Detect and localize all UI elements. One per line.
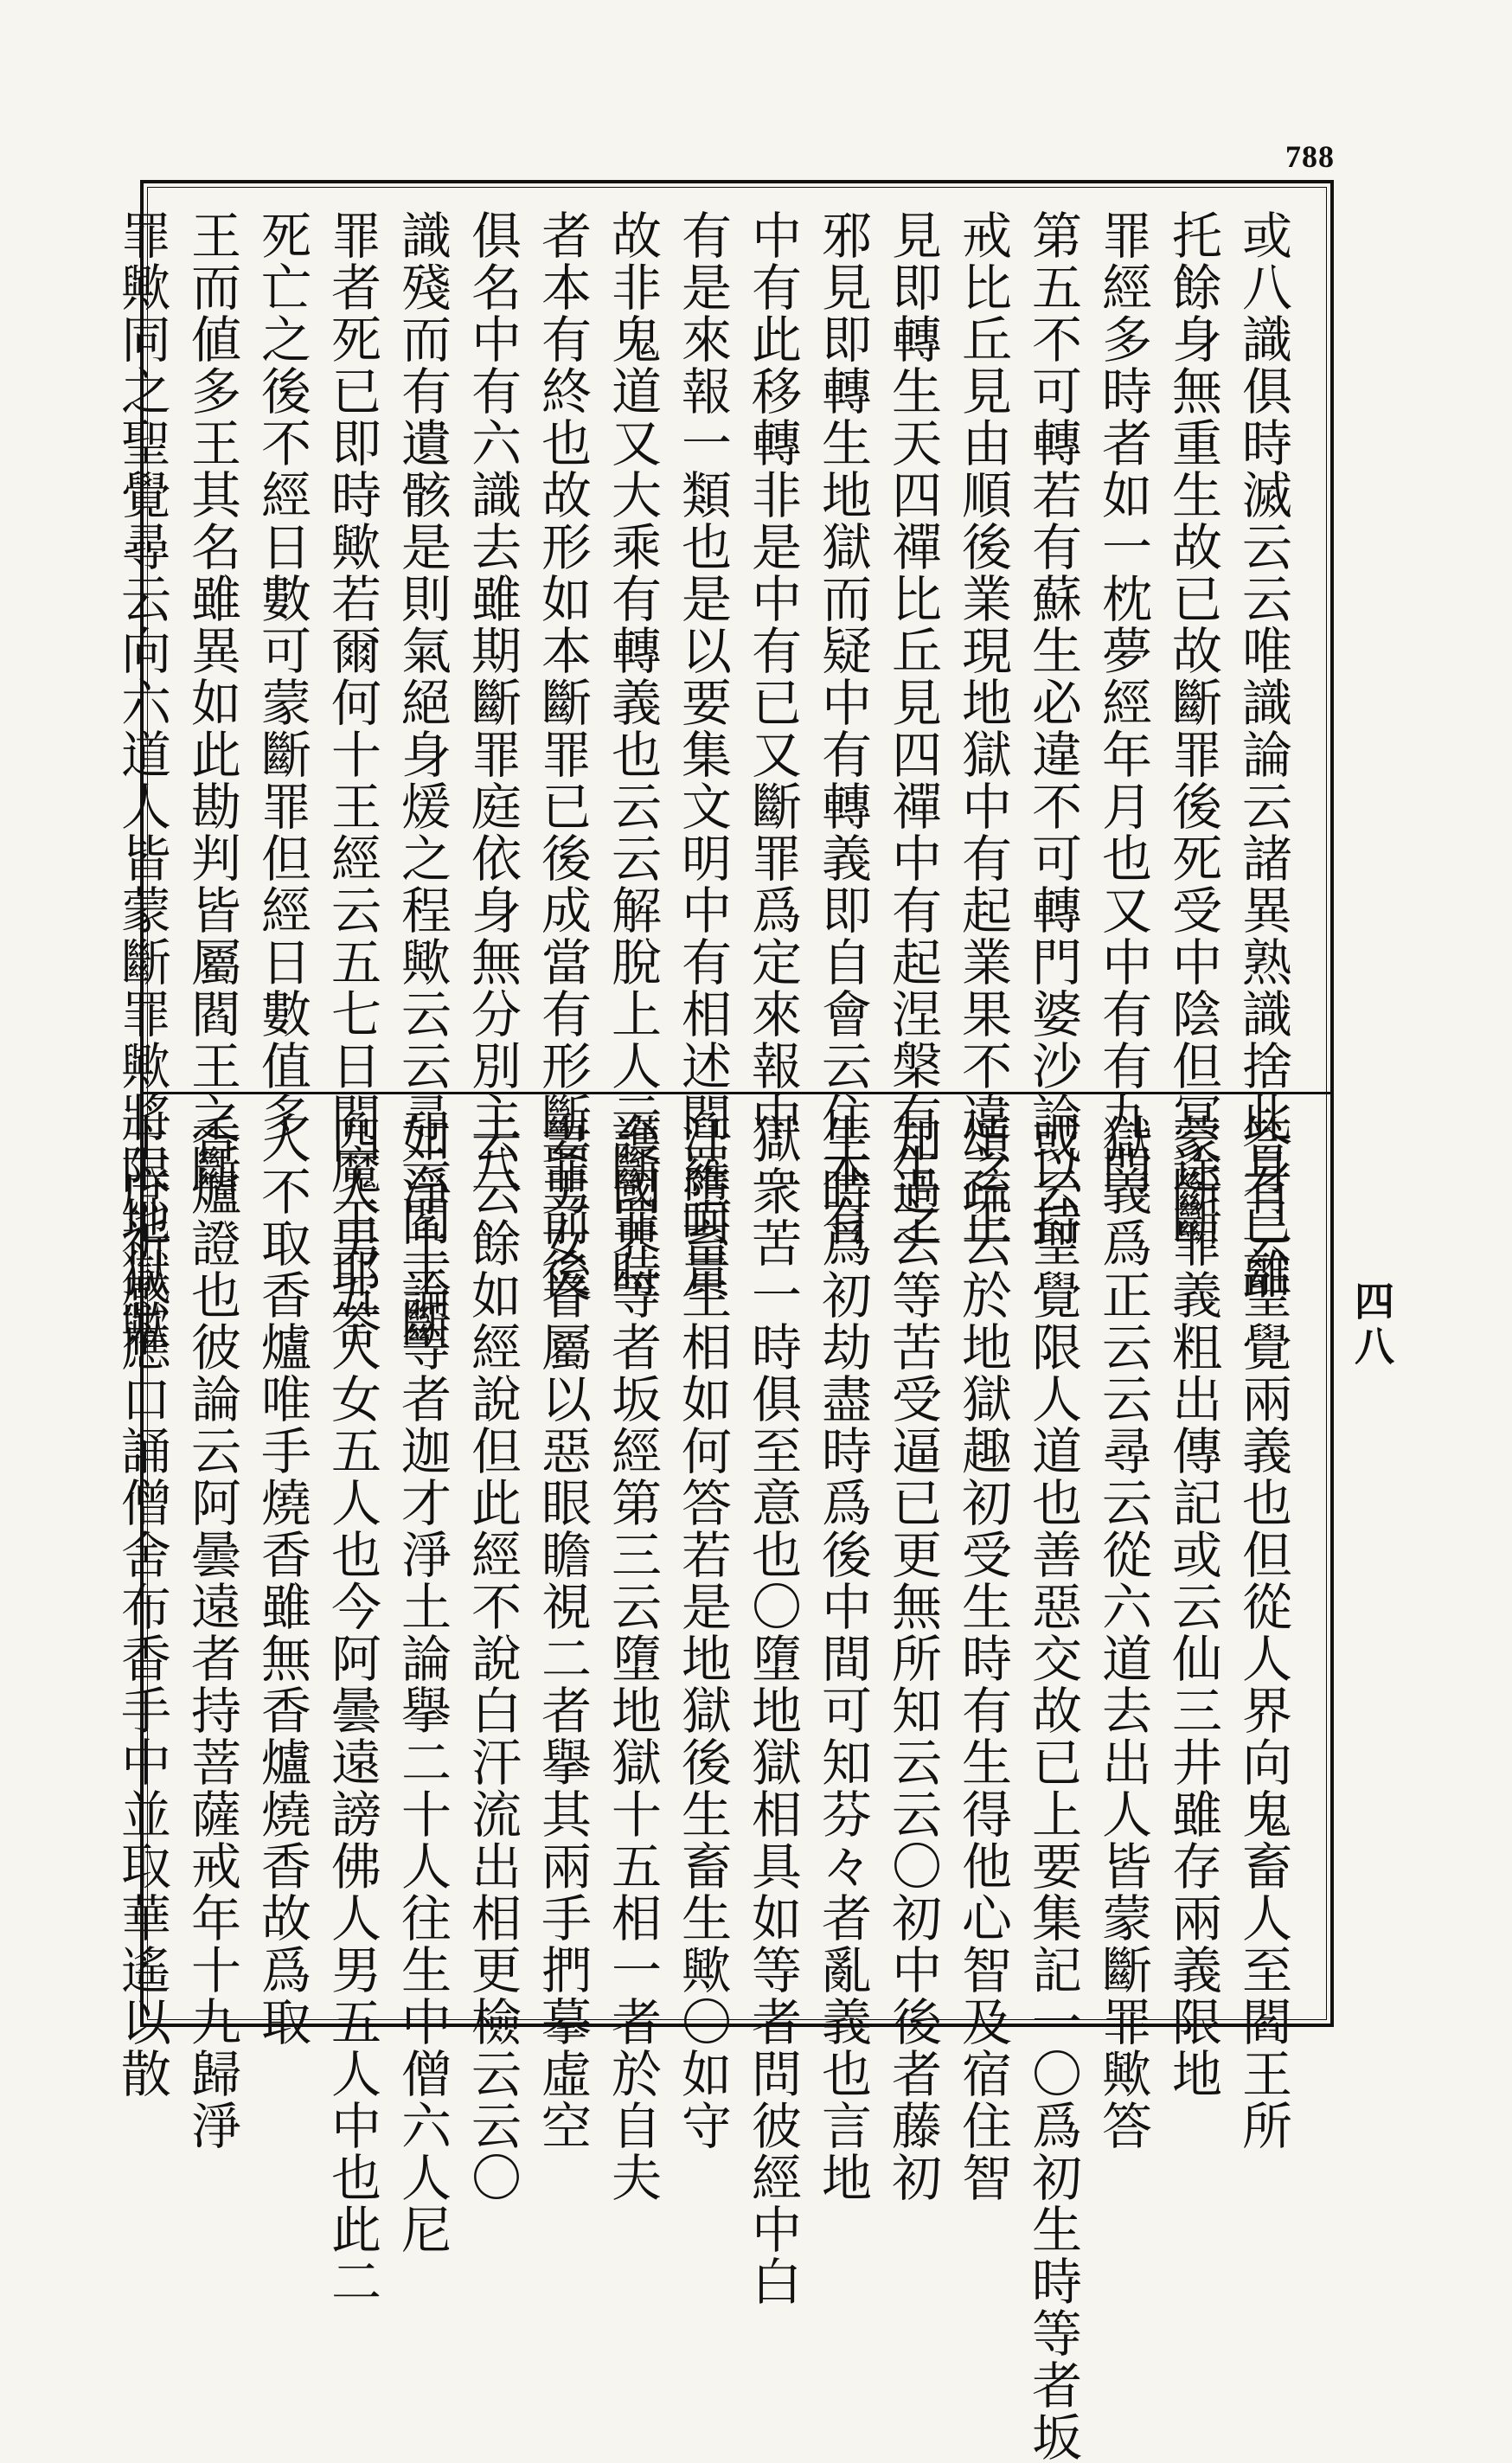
text-column: 四人男五人女五人也今阿曇遠謗佛人男五人中也此二 bbox=[323, 1113, 381, 2307]
text-column: 邪見即轉生地獄而疑中有轉義即自會云住本有 bbox=[813, 209, 872, 1248]
text-column: 或云聖覺限人道也善惡交故已上要集記一〇爲初生時等者坂 bbox=[1023, 1113, 1082, 2463]
text-column: 土庶祈感應口誦僧舍布香手中並取華遙以散 bbox=[112, 1113, 171, 2100]
text-column: 托餘身無重生故已故斷罪後死受中陰但冥途斷 bbox=[1163, 209, 1222, 1248]
page-number: 788 bbox=[1285, 139, 1335, 174]
text-column: 俱名中有六識去雖期斷罪庭依身無分別主八 bbox=[463, 209, 522, 1196]
text-column: 王而値多王其名雖異如此勘判皆屬閻王之斷 bbox=[183, 209, 241, 1196]
section-divider bbox=[144, 1092, 1330, 1094]
text-column: 第五不可轉若有蘇生必違不可轉門婆沙論以持 bbox=[1023, 209, 1082, 1248]
text-column: 人不取香爐唯手燒香雖無香爐燒香故爲取 bbox=[253, 1113, 311, 2048]
text-column: 蒙斷罪義粗出傳記或云仙三井雖存兩義限地 bbox=[1163, 1113, 1222, 2100]
text-column: 戒比丘見由順後業現地獄中有起業果不違之正 bbox=[953, 209, 1012, 1248]
text-column: 頌疏云於地獄趣初受生時有生得他心智及宿住智 bbox=[953, 1113, 1012, 2203]
text-column: 有是來報一類也是以要集文明中有相述閻羅呵責 bbox=[673, 209, 732, 1299]
text-column: 香爐證也彼論云阿曇遠者持菩薩戒年十九歸淨 bbox=[183, 1113, 241, 2152]
text-column: 知過去等苦受逼已更無所知云云〇初中後者藤初 bbox=[883, 1113, 942, 2203]
text-column: 見即轉生天四禪比丘見四禪中有起涅槃有生之 bbox=[883, 209, 942, 1248]
text-column: 者本有終也故形如本斷罪已後成當有形斷罪前後 bbox=[533, 209, 592, 1299]
margin-page-label: 四八 bbox=[1349, 1280, 1393, 1370]
text-column: 中有此移轉非是中有已又斷罪爲定來報中 bbox=[743, 209, 802, 1144]
text-column: 死亡之後不經日數可蒙斷罪但經日數值多 bbox=[253, 209, 311, 1144]
text-column: 罪歟同之聖覺尋云向六道人皆蒙斷罪歟將限地獄歟 bbox=[112, 209, 171, 1351]
upper-text-block bbox=[112, 209, 1297, 1351]
lower-text-block bbox=[112, 1113, 1297, 2463]
text-column: 識殘而有遺骸是則氣絕身煖之程歟云云尋云閻王斷 bbox=[393, 209, 452, 1351]
text-column: 罪經多時者如一枕夢經年月也又中有有九門 bbox=[1093, 209, 1152, 1196]
text-column: 汗墮畜生相如何答若是地獄後生畜生歟〇如守 bbox=[673, 1113, 732, 2152]
text-column: 故非鬼道又大乘有轉義也云云解脫上人云斷罪時 bbox=[603, 209, 662, 1299]
text-column: 獄衆苦一時俱至意也〇墮地獄相具如等者問彼經中白 bbox=[743, 1113, 802, 2307]
text-column: 護國界等者坂經第三云墮地獄十五相一者於自夫 bbox=[603, 1113, 662, 2203]
text-column: 罪者死已即時歟若爾何十王經云五七日閻魔王耶答 bbox=[323, 209, 381, 1351]
text-column: 如淨土論等者迦才淨土論擧二十人往生中僧六人尼 bbox=[393, 1113, 452, 2255]
text-column: 答有云聖覺兩義也但從人界向鬼畜人至閻王所 bbox=[1233, 1113, 1292, 2152]
text-frame bbox=[112, 180, 1334, 2463]
text-column: 或八識俱時滅云云唯識論云諸異熟識捨此身已離 bbox=[1233, 209, 1292, 1299]
text-column: 云云餘如經說但此經不說白汗流出相更檢云云〇 bbox=[463, 1113, 522, 2203]
text-column: 妻男女眷屬以惡眼瞻視二者擧其兩手捫摹虛空 bbox=[533, 1113, 592, 2152]
text-column: 生時爲初劫盡時爲後中間可知芬々者亂義也言地 bbox=[813, 1113, 872, 2203]
text-column: 獄義爲正云云尋云從六道去出人皆蒙斷罪歟答 bbox=[1093, 1113, 1152, 2152]
